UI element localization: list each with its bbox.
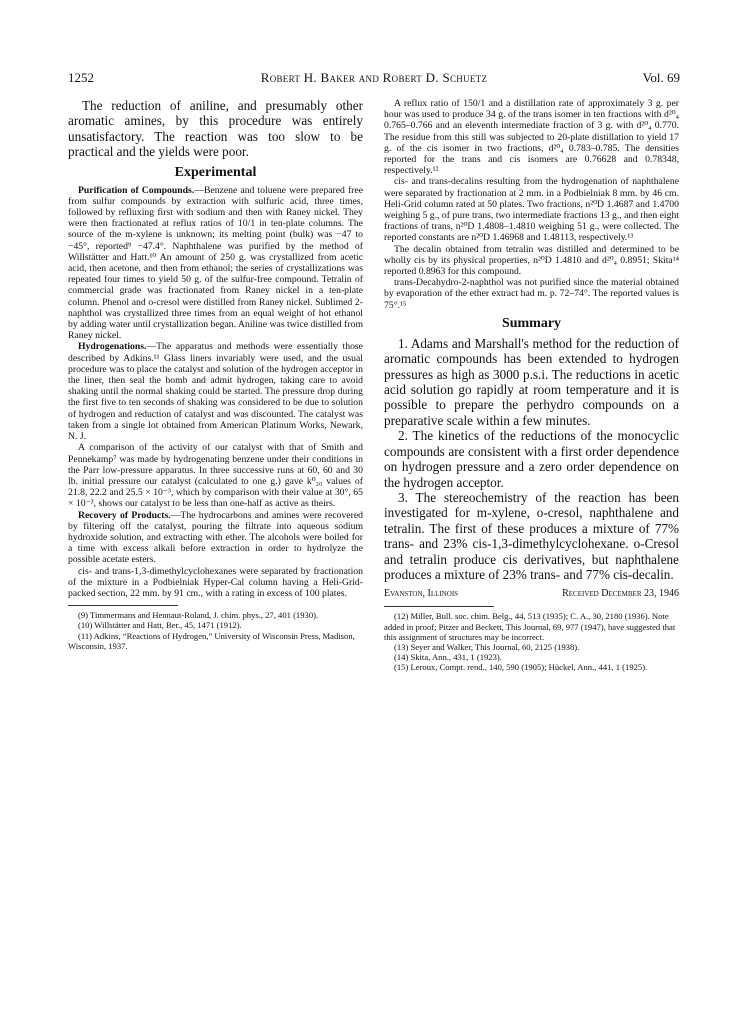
recovery-text: —The hydrocarbons and amines were recovered by filtering off the catalyst, pouring the filtrate into aqueous sodium hydroxide solution, and extracting with ether. The alcohols were boiled for a time with excess alkali before extraction in order to hydrolyze the possible acetate esters.	[68, 509, 363, 566]
experimental-heading: Experimental	[174, 164, 257, 180]
recovery-title: Recovery of Products.	[78, 509, 171, 521]
intro-paragraph: The reduction of aniline, and presumably other aromatic amines, by this procedure was entirely unsatisfactory. The reaction was too slow to be practical and the yields were poor.	[68, 98, 363, 160]
closing-city: Evanston, Illinois	[384, 588, 459, 600]
purification-title: Purification of Compounds.	[78, 184, 195, 196]
cis-trans-paragraph: cis- and trans-1,3-dimethylcyclohexanes were separated by fractionation of the mixture in a Podbielniak Hyper-Cal column having a Heli-Grid-packed section, 22 mm. by 91 cm., with a rating in excess of 100 plates.	[68, 565, 363, 599]
hydrogenations-title: Hydrogenations.	[78, 341, 147, 353]
footnote-9: (9) Timmermans and Hennaut-Roland, J. chim. phys., 27, 401 (1930).	[78, 610, 319, 621]
footnote-divider	[68, 605, 178, 606]
left-column	[68, 98, 363, 651]
comparison-paragraph: A comparison of the activity of our catalyst with that of Smith and Pennekamp⁷ was made by hydrogenating benzene under their conditions in the Parr low-pressure apparatus. In three successive runs at 60, 60 and 30 lb. initial pressure our catalyst (calculated to one g.) gave k⁰₂₀ values of 21.8, 22.2 and 25.5 × 10⁻³, which by comparison with their value at 30°, 65 × 10⁻³, shows our catalyst to be less than one-half as active as theirs.	[68, 442, 363, 510]
running-header	[68, 70, 680, 86]
received-date: Received December 23, 1946	[562, 588, 679, 600]
summary-item-3: 3. The stereochemistry of the reaction has been investigated for m-xylene, o-cresol, naphthalene and tetralin. The first of these produces a mixture of 77% trans- and 23% cis-1,3-dimethylcyclohexane. o-Cresol and tetralin produce cis derivatives, but naphthalene produces a mixture of 23% trans- and 77% cis-decalin.	[384, 489, 679, 582]
decalins-paragraph: cis- and trans-decalins resulting from the hydrogenation of naphthalene were separated by fractionation at 2 mm. in a Podbielniak 8 mm. by 46 cm. Heli-Grid column rated at 50 plates. Two fractions, n²⁰D 1.4687 and 1.4700 weighing 5 g., of pure trans, two intermediate fractions 13 g., and then eight fractions of trans, n²⁰D 1.4808–1.4810 weighing 51 g., were collected. The reported constants are n²⁰D 1.46968 and 1.48113, respectively.¹³	[384, 176, 679, 244]
tetralin-paragraph: The decalin obtained from tetralin was distilled and determined to be wholly cis by its physical properties, n²⁰D 1.4810 and d²⁰₄ 0.8951; Skita¹⁴ reported 0.8963 for this compound.	[384, 243, 679, 278]
summary-item-1: 1. Adams and Marshall's method for the reduction of aromatic compounds has been extended to hydrogen pressures as high as 3000 p.s.i. The reductions in acetic acid solution go rapidly at room temperature and it is possible to prepare the perhydro compounds on a preparative scale within a few minutes.	[384, 335, 679, 428]
summary-heading: Summary	[501, 315, 562, 331]
footnote-11: (11) Adkins, “Reactions of Hydrogen,” University of Wisconsin Press, Madison, Wisconsin, 1937.	[68, 630, 355, 651]
right-column	[384, 98, 679, 673]
naphthol-paragraph: trans-Decahydro-2-naphthol was not purified since the material obtained by evaporation of the ether extract had m. p. 72–74°. The reported values is 75°.¹⁵	[384, 277, 679, 311]
hydrogenations-text: —The apparatus and methods were essentially those described by Adkins.¹¹ Glass liners invariably were used, and the usual procedure was to place the catalyst and solution of the hydrogen acceptor in the liner, then seal the bomb and admit hydrogen, taking care to avoid shaking until the normal shaking could be started. The pressure drop during the first five to ten seconds of shaking was considered to be due to solution of hydrogen and reduction of catalyst and was discounted. The catalyst was taken from a single lot obtained from American Platinum Works, Newark, N. J.	[68, 341, 363, 443]
purification-text: —Benzene and toluene were prepared free from sulfur compounds by extraction with sulfuric acid, three times, followed by refluxing first with sodium and then with Raney nickel. They were then fractionated at reflux ratios of 10/1 in ten-plate columns. The source of the m-xylene is unknown; its melting point (bulk) was −47 to −45°, reported⁹ −47.4°. Naphthalene was purified by the method of Willstätter and Hatt.¹⁰ An amount of 250 g. was crystallized from acetic acid, then acetone, and then from ethanol; the series of crystallizations was repeated four times to yield 50 g. of the sulfur-free compound. Tetralin of commercial grade was fractionated from Raney nickel in a ten-plate column. Phenol and o-cresol were distilled from Raney nickel. Sublimed 2-naphthol was crystallized three times from an equal weight of hot ethanol by adding water until crystallization began. Aniline was twice distilled from Raney nickel.	[68, 184, 364, 342]
footnote-divider-right	[384, 606, 494, 607]
running-authors: Robert H. Baker and Robert D. Schuetz	[260, 70, 488, 85]
footnote-13: (13) Seyer and Walker, This Journal, 60, 2125 (1938).	[394, 641, 580, 652]
page-number: 1252	[68, 70, 94, 85]
footnote-10: (10) Willstätter and Hatt, Ber., 45, 1471 (1912).	[78, 620, 242, 631]
hydrogenations-paragraph	[68, 341, 363, 442]
volume-label: Vol. 69	[642, 70, 680, 85]
closing-line	[384, 588, 679, 600]
footnote-14: (14) Skita, Ann., 431, 1 (1923).	[394, 652, 502, 663]
recovery-paragraph	[68, 510, 363, 566]
purification-paragraph	[68, 185, 363, 342]
reflux-paragraph: A reflux ratio of 150/1 and a distillation rate of approximately 3 g. per hour was used to produce 34 g. of the trans isomer in ten fractions with d²⁰₄ 0.765–0.766 and an eleventh intermediate fraction of 3 g. with d²⁰₄ 0.770. The residue from this still was subjected to 20-plate distillation to yield 17 g. of the cis isomer in two fractions, d²⁰₄ 0.783–0.785. The densities reported for the trans and cis isomers are 0.76628 and 0.78348, respectively.¹²	[384, 98, 679, 177]
footnote-15: (15) Leroux, Compt. rend., 140, 590 (1905); Hückel, Ann., 441, 1 (1925).	[394, 662, 648, 673]
footnote-12: (12) Miller, Bull. soc. chim. Belg., 44, 513 (1935); C. A., 30, 2180 (1936). Note added in proof; Pitzer and Beckett, This Journal, 69, 977 (1947), have suggested that this assignment of structures may be incorrect.	[384, 611, 676, 642]
summary-item-2: 2. The kinetics of the reductions of the monocyclic compounds are consistent with a first order dependence on hydrogen pressure and a zero order dependence on the hydrogen acceptor.	[384, 428, 679, 490]
